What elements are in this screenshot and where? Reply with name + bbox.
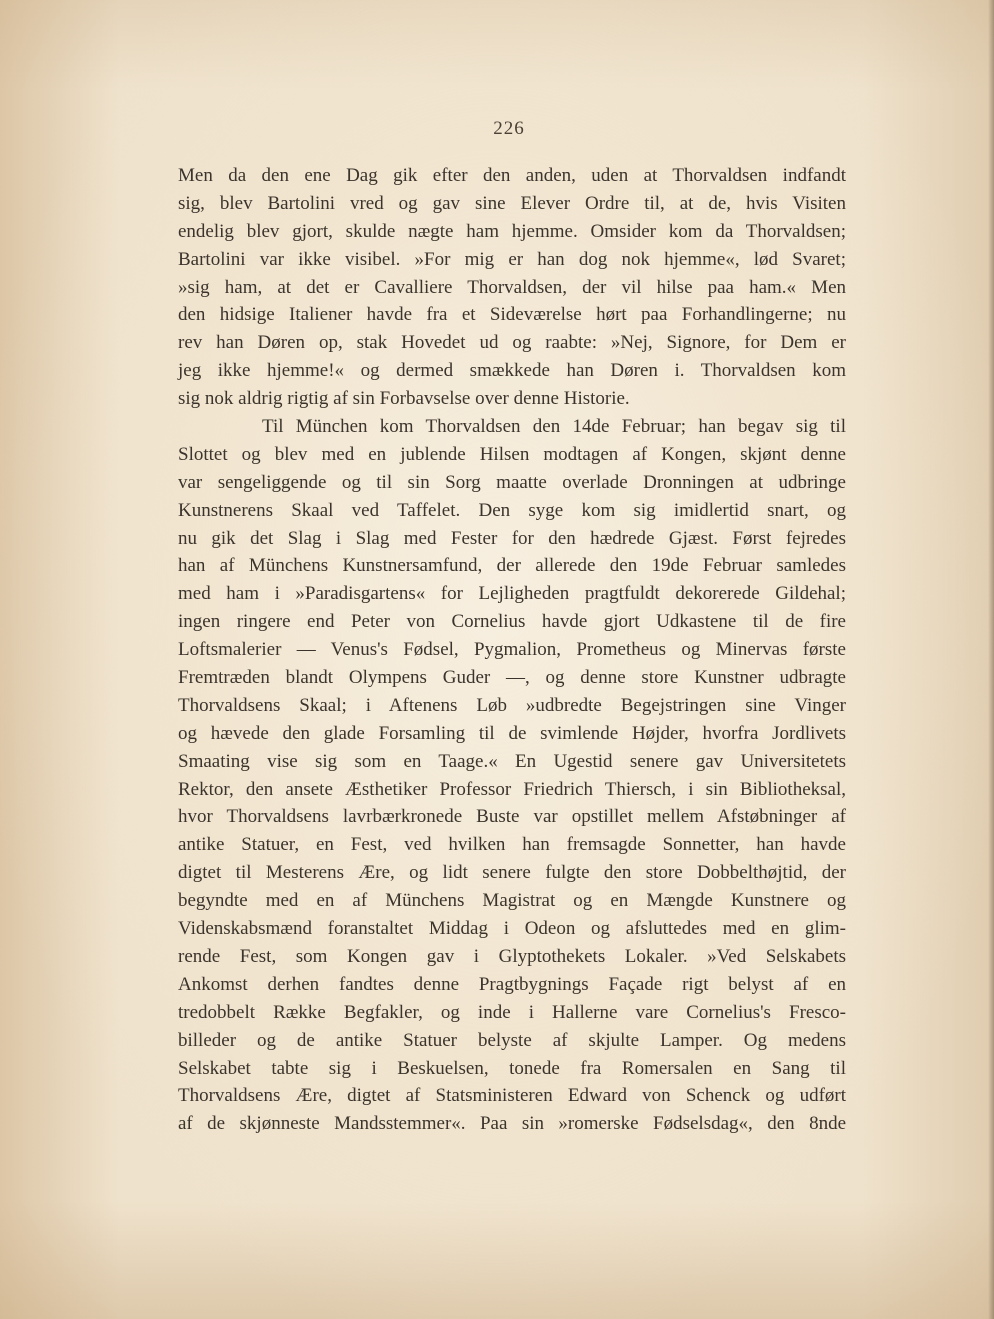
text-line: Fremtræden blandt Olympens Guder —, og denne store Kunstner udbragte bbox=[178, 667, 846, 689]
text-line: og hævede den glade Forsamling til de svimlende Højder, hvorfra Jordlivets bbox=[178, 722, 846, 744]
text-line: Smaating vise sig som en Taage.« En Ugestid senere gav Universitetets bbox=[178, 750, 846, 772]
text-line: han af Münchens Kunstnersamfund, der allerede den 19de Februar samledes bbox=[178, 555, 846, 577]
page-number: 226 bbox=[493, 118, 525, 139]
text-line: hvor Thorvaldsens lavrbærkronede Buste var opstillet mellem Afstøbninger af bbox=[178, 806, 846, 828]
text-line: Thorvaldsens Skaal; i Aftenens Løb »udbredte Begejstringen sine Vinger bbox=[178, 694, 846, 716]
text-line: tredobbelt Række Begfakler, og inde i Hallerne vare Cornelius's Fresco- bbox=[178, 1001, 846, 1023]
text-line: Kunstnerens Skaal ved Taffelet. Den syge kom sig imidlertid snart, og bbox=[178, 499, 846, 521]
text-line: billeder og de antike Statuer belyste af skjulte Lamper. Og medens bbox=[178, 1029, 846, 1051]
text-line: Selskabet tabte sig i Beskuelsen, tonede fra Romersalen en Sang til bbox=[178, 1057, 846, 1079]
text-line: ingen ringere end Peter von Cornelius havde gjort Udkastene til de fire bbox=[178, 611, 846, 633]
text-line: Bartolini var ikke visibel. »For mig er han dog nok hjemme«, lød Svaret; bbox=[178, 248, 846, 270]
text-line: »sig ham, at det er Cavalliere Thorvaldsen, der vil hilse paa ham.« Men bbox=[178, 276, 846, 298]
text-line: rev han Døren op, stak Hovedet ud og raabte: »Nej, Signore, for Dem er bbox=[178, 332, 846, 354]
text-line: den hidsige Italiener havde fra et Sideværelse hørt paa Forhandlingerne; nu bbox=[178, 304, 846, 326]
text-line: digtet til Mesterens Ære, og lidt senere fulgte den store Dobbelthøjtid, der bbox=[178, 862, 846, 884]
text-line: nu gik det Slag i Slag med Fester for den hædrede Gjæst. Først fejredes bbox=[178, 527, 846, 549]
text-line: Til München kom Thorvaldsen den 14de Februar; han begav sig til bbox=[262, 416, 846, 438]
text-line: af de skjønneste Mandsstemmer«. Paa sin »romerske Fødselsdag«, den 8nde bbox=[178, 1113, 846, 1135]
text-line: antike Statuer, en Fest, ved hvilken han fremsagde Sonnetter, han havde bbox=[178, 834, 846, 856]
body-text bbox=[178, 162, 846, 1138]
text-line: begyndte med en af Münchens Magistrat og en Mængde Kunstnere og bbox=[178, 890, 846, 912]
text-line: Videnskabsmænd foranstaltet Middag i Odeon og afsluttedes med en glim- bbox=[178, 918, 846, 940]
page-spine-shadow bbox=[988, 0, 994, 1319]
text-line: Ankomst derhen fandtes denne Pragtbygnings Façade rigt belyst af en bbox=[178, 973, 846, 995]
text-line: jeg ikke hjemme!« og dermed smækkede han Døren i. Thorvaldsen kom bbox=[178, 360, 846, 382]
text-line: sig, blev Bartolini vred og gav sine Elever Ordre til, at de, hvis Visiten bbox=[178, 192, 846, 214]
text-line: rende Fest, som Kongen gav i Glyptothekets Lokaler. »Ved Selskabets bbox=[178, 945, 846, 967]
text-line: endelig blev gjort, skulde nægte ham hjemme. Omsider kom da Thorvaldsen; bbox=[178, 220, 846, 242]
text-line: Slottet og blev med en jublende Hilsen modtagen af Kongen, skjønt denne bbox=[178, 443, 846, 465]
text-line: sig nok aldrig rigtig af sin Forbavselse over denne Historie. bbox=[178, 388, 630, 410]
text-line: var sengeliggende og til sin Sorg maatte overlade Dronningen at udbringe bbox=[178, 471, 846, 493]
text-line: Loftsmalerier — Venus's Fødsel, Pygmalion, Prometheus og Minervas første bbox=[178, 639, 846, 661]
text-line: Thorvaldsens Ære, digtet af Statsministeren Edward von Schenck og udført bbox=[178, 1085, 846, 1107]
text-line: Men da den ene Dag gik efter den anden, uden at Thorvaldsen indfandt bbox=[178, 165, 846, 186]
text-line: Rektor, den ansete Æsthetiker Professor Friedrich Thiersch, i sin Bibliotheksal, bbox=[178, 778, 846, 800]
text-line: med ham i »Paradisgartens« for Lejligheden pragtfuldt dekorerede Gildehal; bbox=[178, 583, 846, 605]
